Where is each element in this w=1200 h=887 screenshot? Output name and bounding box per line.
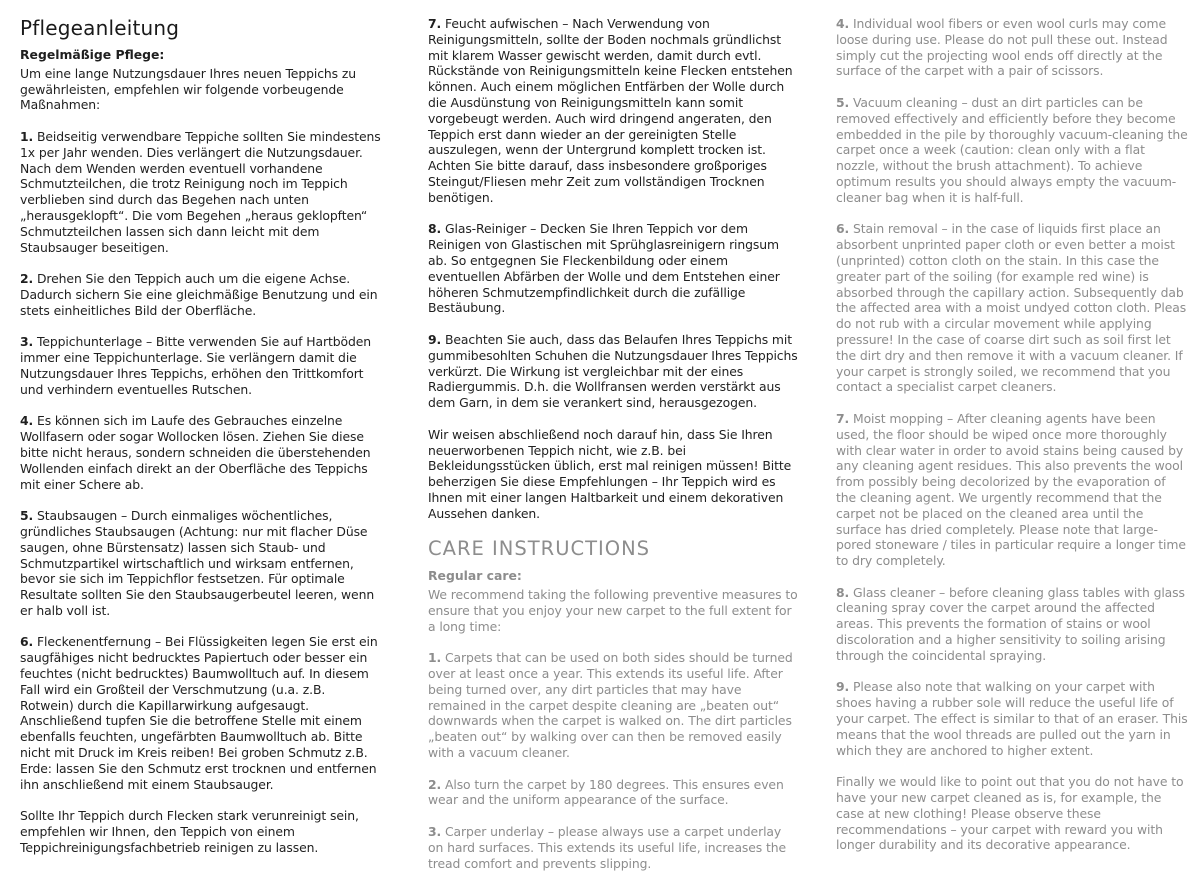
de-item-1 — [20, 129, 382, 255]
de-item-4 — [20, 413, 382, 492]
item-text: Feucht aufwischen – Nach Verwendung von Reinigungsmitteln, sollte der Boden nochmals gründlichst mit klarem Wasser gewischt werden, damit durch evtl. Rückstände von Reinigungsmitteln keine Flecken entstehen können. Auch einem möglichen Entfärben der Wolle durch die Ausdünstung von Reinigungsmitteln kann somit vorgebeugt werden. Auch wird dringend angeraten, den Teppich erst dann wieder an der gereinigten Stelle auszulegen, wenn der Untergrund komplett trocken ist. Achten Sie bitte darauf, dass insbesondere großporiges Steingut/Fliesen mehr Zeit zum vollständigen Trocknen benötigen. — [428, 16, 793, 205]
item-text: Also turn the carpet by 180 degrees. This ensures even wear and the uniform appearance of the surface. — [428, 776, 784, 808]
item-number: 3. — [20, 334, 34, 350]
de-item-2 — [20, 271, 382, 318]
item-text: Please also note that walking on your carpet with shoes having a rubber sole will reduce the useful life of your carpet. The effect is similar to that of an eraser. This means that the wool threads are pulled out the yarn in which they are anchored to higher extent. — [836, 679, 1188, 758]
en-item-8 — [836, 585, 1188, 664]
de-item-3 — [20, 334, 382, 397]
item-number: 1. — [428, 650, 442, 666]
de-item-5 — [20, 508, 382, 619]
item-text: Carper underlay – please always use a carpet underlay on hard surfaces. This extends its useful life, increases the tread comfort and prevents slipping. — [428, 824, 787, 871]
item-number: 3. — [428, 824, 442, 840]
item-number: 2. — [428, 776, 442, 792]
en-item-9 — [836, 679, 1188, 758]
page-title-german: Pflegeanleitung — [20, 16, 180, 40]
item-number: 9. — [836, 679, 850, 695]
de-item-8 — [428, 221, 800, 316]
item-text: Glas-Reiniger – Decken Sie Ihren Teppich vor dem Reinigen von Glastischen mit Sprühglasreinigern ringsum ab. So entgegnen Sie Fleckenbildung oder einem eventuellen Abfärben der Wolle und dem Entstehen einer höheren Schmutzempfindlichkeit durch die zufällige Bestäubung. — [428, 221, 780, 316]
de-item-7 — [428, 16, 800, 206]
item-number: 8. — [836, 584, 850, 600]
item-number: 4. — [836, 16, 850, 31]
item-number: 4. — [20, 413, 34, 429]
subtitle-regular-care-english: Regular care: — [428, 568, 522, 584]
intro-english: We recommend taking the following preventive measures to ensure that you enjoy your new carpet to the full extent for a long time: — [428, 587, 798, 634]
section-title-english: CARE INSTRUCTIONS — [428, 537, 651, 561]
item-text: Drehen Sie den Teppich auch um die eigene Achse. Dadurch sichern Sie eine gleichmäßige Benutzung und ein stets einheitliches Bild der Oberfläche. — [20, 271, 378, 318]
en-item-3 — [428, 824, 800, 871]
en-item-7 — [836, 411, 1188, 569]
item-number: 6. — [20, 634, 34, 650]
item-number: 5. — [836, 94, 850, 110]
item-number: 7. — [428, 16, 442, 31]
item-text: Beachten Sie auch, dass das Belaufen Ihres Teppichs mit gummibesohlten Schuhen die Nutzungsdauer Ihres Teppichs verkürzt. Die Wirkung ist vergleichbar mit der eines Radiergummis. D.h. die Wollfransen werden verstärkt aus dem Garn, in dem sie verankert sind, herausgezogen. — [428, 331, 798, 411]
item-text: Individual wool fibers or even wool curls may come loose during use. Please do not pull these out. Instead simply cut the projecting wool ends off directly at the surface of the carpet with a pair of scissors. — [836, 16, 1168, 79]
item-text: Vacuum cleaning – dust an dirt particles can be removed effectively and efficiently before they become embedded in the pile by thoroughly vacuum-cleaning the carpet once a week (caution: clean only with a flat nozzle, without the brush attachment). To achieve optimum results you should always empty the vacuum-cleaner bag when it is half-full. — [836, 94, 1188, 205]
item-number: 8. — [428, 221, 442, 237]
item-number: 2. — [20, 271, 34, 287]
item-text: Staubsaugen – Durch einmaliges wöchentliches, gründliches Staubsaugen (Achtung: nur mit flacher Düse saugen, ohne Bürstensatz) lassen sich Staub- und Schmutzpartikel wirtschaftlich und wirksam entfernen, bevor sie sich im Teppichflor festsetzen. Für optimale Resultate sollten Sie den Staubsaugerbeutel leeren, wenn er halb voll ist. — [20, 508, 375, 618]
column-german-1 — [20, 16, 382, 871]
item-number: 5. — [20, 508, 34, 524]
en-item-1 — [428, 650, 800, 761]
item-number: 6. — [836, 221, 850, 237]
item-text: Carpets that can be used on both sides should be turned over at least once a year. This extends its useful life. After being turned over, any dirt particles that may have remained in the carpet despite cleaning are „beaten out“ downwards when the carpet is walked on. The dirt particles „beaten out“ by walking over can then be removed easily with a vacuum cleaner. — [428, 650, 793, 761]
item-text: Moist mopping – After cleaning agents have been used, the floor should be wiped once more thoroughly with clear water in order to avoid stains being caused by any cleaning agent residues. This also prevents the wool from possibly being decolorized by the evaporation of the cleaning agent. We urgently recommend that the carpet not be placed on the cleaned area until the surface has dried completely. Please note that large-pored stoneware / tiles in particular require a longer time to dry completely. — [836, 410, 1186, 569]
closing-english: Finally we would like to point out that you do not have to have your new carpet cleaned as is, for example, the case at new clothing! Please observe these recommendations – your carpet with reward you with longer durability and its decorative appearance. — [836, 774, 1184, 853]
closing-german: Wir weisen abschließend noch darauf hin, dass Sie Ihren neuerworbenen Teppich nicht, wie z.B. bei Bekleidungsstücken üblich, erst mal reinigen müssen! Bitte beherzigen Sie diese Empfehlungen – Ihr Teppich wird es Ihnen mit einer langen Haltbarkeit und einem dekorativen Aussehen danken. — [428, 426, 792, 521]
item-number: 7. — [836, 410, 850, 426]
en-item-6 — [836, 221, 1188, 395]
en-item-2 — [428, 777, 800, 809]
en-item-5 — [836, 95, 1188, 206]
column-german-2-english-1 — [428, 16, 800, 887]
en-item-4 — [836, 16, 1188, 79]
item-text: Stain removal – in the case of liquids first place an absorbent unprinted paper cloth or even better a moist (unprinted) cotton cloth on the stain. In this case the greater part of the soiling (for example red wine) is absorbed through the capillary action. Subsequently dab the affected area with a moist undyed cotton cloth. Pleas do not rub with a circular movement while applying pressure! In the case of coarse dirt such as soil first let the dirt dry and then remove it with a vacuum cleaner. If your carpet is strongly soiled, we recommend that you contact a specialist carpet cleaners. — [836, 221, 1187, 395]
subtitle-regular-care-german: Regelmäßige Pflege: — [20, 47, 165, 62]
item-number: 1. — [20, 128, 34, 144]
item-text: Glass cleaner – before cleaning glass tables with glass cleaning spray cover the carpet around the affected areas. This prevents the formation of stains or wool discoloration and a higher sensitivity to soiling arising through the coincidental spraying. — [836, 584, 1185, 663]
item-number: 9. — [428, 331, 442, 347]
intro-german: Um eine lange Nutzungsdauer Ihres neuen Teppichs zu gewährleisten, empfehlen wir folgende vorbeugende Maßnahmen: — [20, 65, 357, 113]
column-english-2 — [836, 16, 1188, 869]
stain-note-german: Sollte Ihr Teppich durch Flecken stark verunreinigt sein, empfehlen wir Ihnen, den Teppich von einem Teppichreinigungsfachbetrieb reinigen zu lassen. — [20, 808, 359, 855]
item-text: Teppichunterlage – Bitte verwenden Sie auf Hartböden immer eine Teppichunterlage. Sie verlängern damit die Nutzungsdauer Ihres Teppichs, erhöhen den Trittkomfort und verhindern eventuelles Rutschen. — [20, 334, 372, 397]
item-text: Fleckenentfernung – Bei Flüssigkeiten legen Sie erst ein saugfähiges nicht bedrucktes Papiertuch oder besser ein feuchtes (nicht bedrucktes) Baumwolltuch auf. In diesem Fall wird ein Großteil der Verschmutzung (u.a. z.B. Rotwein) durch die Kapillarwirkung aufgesaugt. Anschließend tupfen Sie die betroffene Stelle mit einem ebenfalls feuchten, ungefärbten Baumwolltuch ab. Bitte nicht mit Druck im Kreis reiben! Bei groben Schmutz z.B. Erde: lassen Sie den Schmutz erst trocknen und entfernen ihn anschließend mit einem Staubsauger. — [20, 634, 378, 792]
de-item-9 — [428, 332, 800, 411]
de-item-6 — [20, 634, 382, 792]
item-text: Es können sich im Laufe des Gebrauches einzelne Wollfasern oder sogar Wollocken lösen. Ziehen Sie diese bitte nicht heraus, sondern schneiden die überstehenden Wollenden einfach direkt an der Oberfläche des Teppichs mit einer Schere ab. — [20, 413, 371, 492]
item-text: Beidseitig verwendbare Teppiche sollten Sie mindestens 1x per Jahr wenden. Dies verlängert die Nutzungsdauer. Nach dem Wenden werden eventuell vorhandene Schmutzteilchen, die trotz Reinigung noch im Teppich verblieben sind durch das Begehen nach unten „herausgeklopft“. Die vom Begehen „heraus geklopften“ Schmutzteilchen lassen sich dann leicht mit dem Staubsauger beseitigen. — [20, 128, 381, 255]
